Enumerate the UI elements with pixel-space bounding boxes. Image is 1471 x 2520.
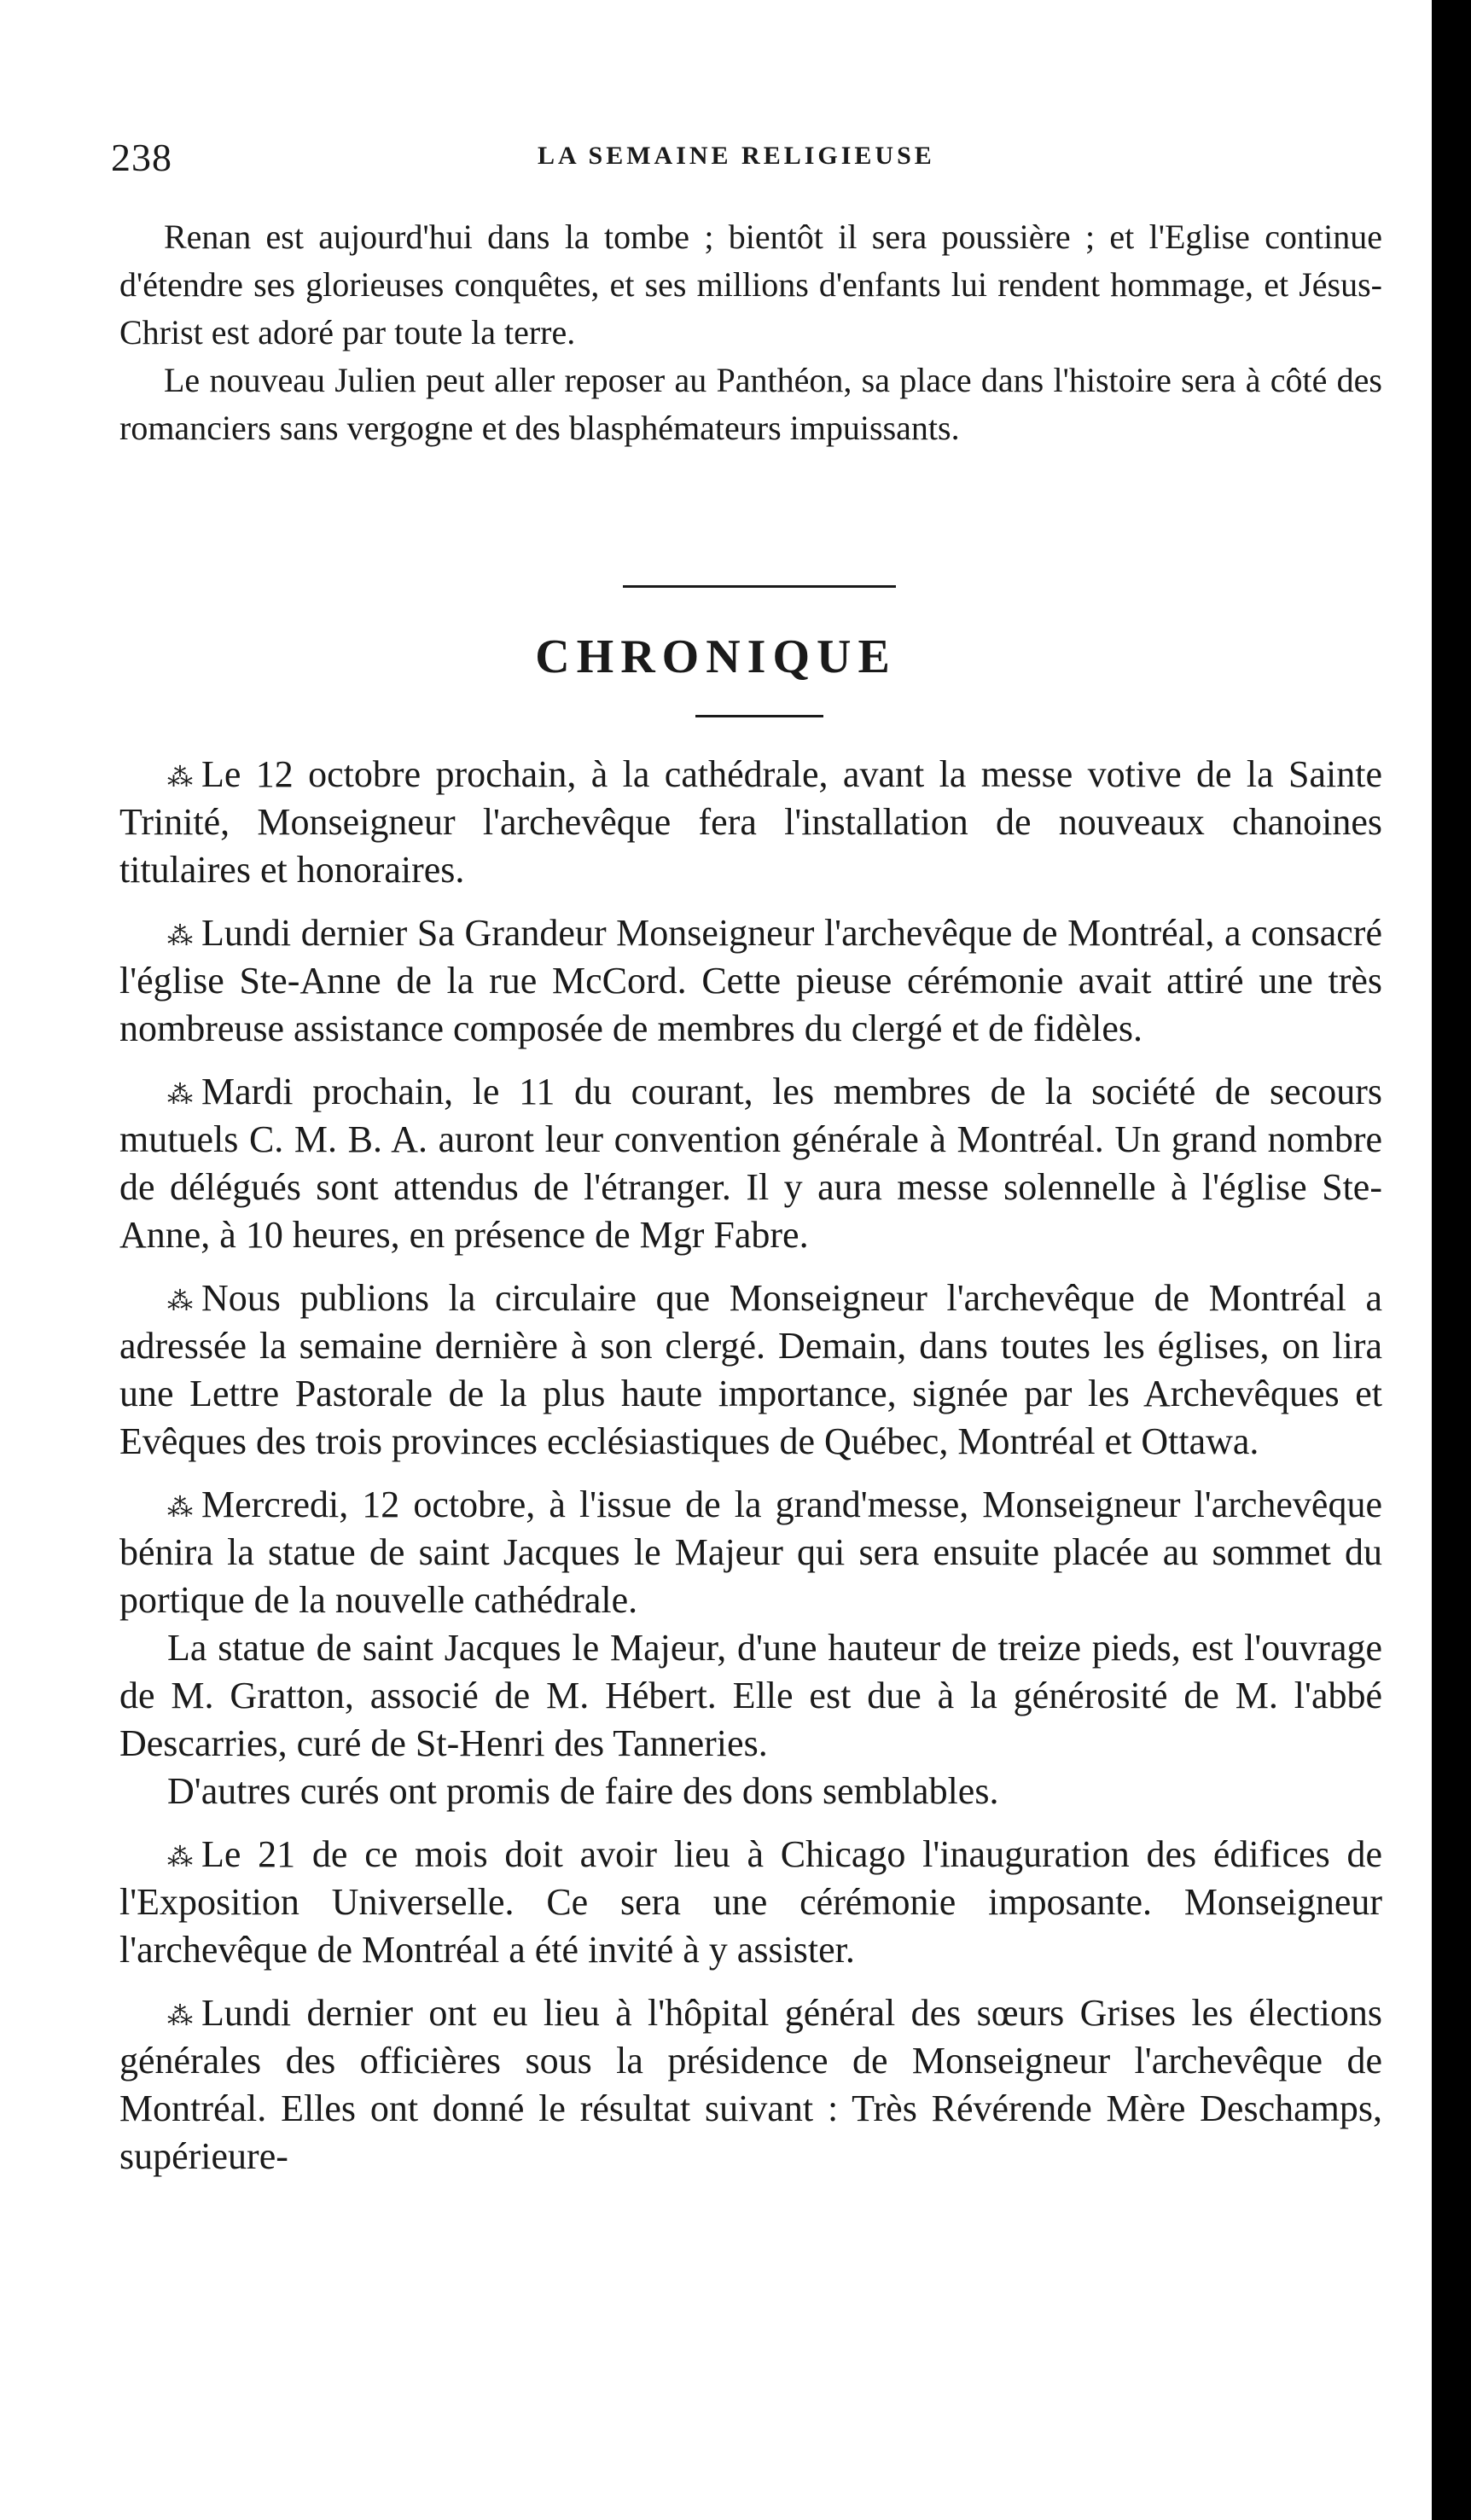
chronicle-item <box>119 751 1382 894</box>
chronicle-item <box>119 1068 1382 1259</box>
asterism-icon: ⁂ <box>167 763 193 792</box>
chronicle-paragraph: D'autres curés ont promis de faire des dons semblables. <box>167 1770 999 1812</box>
chronicle-item <box>119 1831 1382 1974</box>
chronicle-item-text: Mardi prochain, le 11 du courant, les membres de la société de secours mutuels C. M. B. A. auront leur convention générale à Montréal. Un grand nombre de délégués sont attendus de l'étranger. Il y aura messe solennelle à l'église Ste-Anne, à 10 heures, en présence de Mgr Fabre. <box>119 1071 1382 1256</box>
intro-paragraph: Renan est aujourd'hui dans la tombe ; bientôt il sera poussière ; et l'Eglise continue d'étendre ses glorieuses conquêtes, et ses millions d'enfants lui rendent hommage, et Jésus-Christ est adoré par toute la terre. <box>119 218 1382 351</box>
title-underline <box>695 715 823 717</box>
page-number: 238 <box>111 136 172 179</box>
asterism-icon: ⁂ <box>167 2001 193 2030</box>
asterism-icon: ⁂ <box>167 1286 193 1315</box>
chronicle-item-text: Le 21 de ce mois doit avoir lieu à Chicago l'inauguration des édifices de l'Exposition Universelle. Ce sera une cérémonie imposante. Monseigneur l'archevêque de Montréal a été invité à y assister. <box>119 1833 1382 1971</box>
chronicle-item <box>119 1989 1382 2180</box>
asterism-icon: ⁂ <box>167 1843 193 1872</box>
section-divider <box>623 585 896 588</box>
chronicle-paragraph: La statue de saint Jacques le Majeur, d'une hauteur de treize pieds, est l'ouvrage de M. Gratton, associé de M. Hébert. Elle est due à la générosité de M. l'abbé Descarries, curé de St-Henri des Tanneries. <box>119 1627 1382 1764</box>
intro-text <box>119 213 1382 452</box>
chronicle-item <box>119 1481 1382 1624</box>
page-edge-shadow <box>1432 0 1471 2520</box>
asterism-icon: ⁂ <box>167 1080 193 1109</box>
asterism-icon: ⁂ <box>167 1493 193 1522</box>
page-header <box>111 135 1382 186</box>
asterism-icon: ⁂ <box>167 921 193 950</box>
section-title: CHRONIQUE <box>535 630 897 683</box>
chronicle-item-text: Mercredi, 12 octobre, à l'issue de la grand'messe, Monseigneur l'archevêque bénira la statue de saint Jacques le Majeur qui sera ensuite placée au sommet du portique de la nouvelle cathédrale. <box>119 1484 1382 1621</box>
chronicle-item-text: Lundi dernier Sa Grandeur Monseigneur l'archevêque de Montréal, a consacré l'église Ste-Anne de la rue McCord. Cette pieuse cérémonie avait attiré une très nombreuse assistance composée de membres du clergé et de fidèles. <box>119 912 1382 1049</box>
chronicle-text <box>119 751 1382 2196</box>
chronicle-item <box>119 909 1382 1053</box>
intro-paragraph: Le nouveau Julien peut aller reposer au Panthéon, sa place dans l'histoire sera à côté des romanciers sans vergogne et des blasphémateurs impuissants. <box>119 361 1382 447</box>
chronicle-item-text: Lundi dernier ont eu lieu à l'hôpital général des sœurs Grises les élections générales des officières sous la présidence de Monseigneur l'archevêque de Montréal. Elles ont donné le résultat suivant : Très Révérende Mère Deschamps, supérieure- <box>119 1992 1382 2177</box>
running-head: LA SEMAINE RELIGIEUSE <box>538 142 935 170</box>
chronicle-item <box>119 1275 1382 1466</box>
chronicle-item-text: Le 12 octobre prochain, à la cathédrale, avant la messe votive de la Sainte Trinité, Monseigneur l'archevêque fera l'installation de nouveaux chanoines titulaires et honoraires. <box>119 753 1382 891</box>
chronicle-item-text: Nous publions la circulaire que Monseigneur l'archevêque de Montréal a adressée la semaine dernière à son clergé. Demain, dans toutes les églises, on lira une Lettre Pastorale de la plus haute importance, signée par les Archevêques et Evêques des trois provinces ecclésiastiques de Québec, Montréal et Ottawa. <box>119 1277 1382 1462</box>
